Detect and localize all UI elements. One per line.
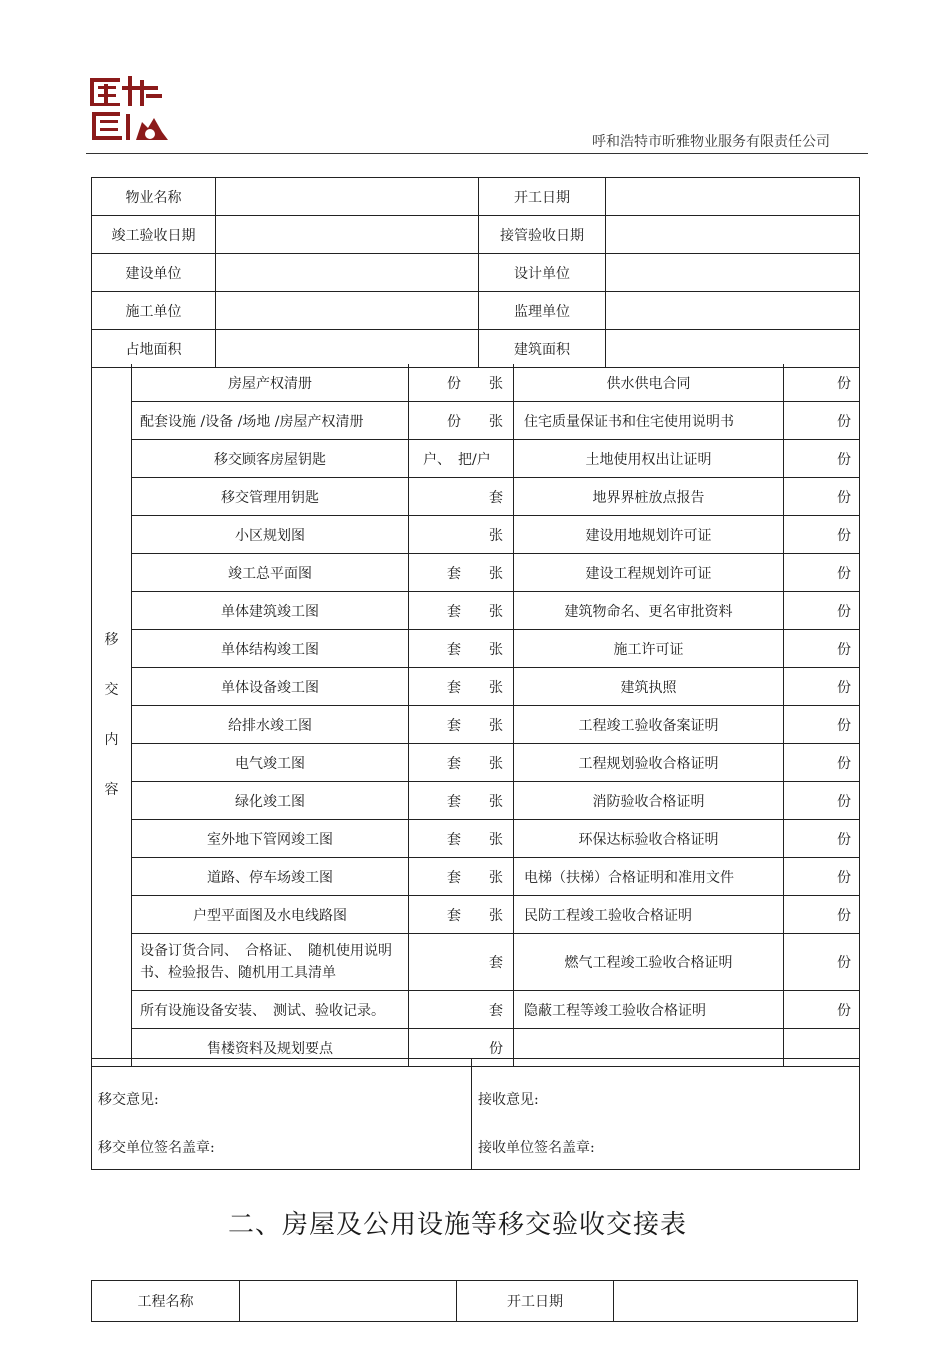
info-label: 占地面积 bbox=[92, 330, 216, 368]
transfer-content-table bbox=[91, 364, 860, 1067]
document-unit[interactable]: 份 bbox=[784, 820, 860, 858]
project-start-field[interactable] bbox=[614, 1281, 858, 1322]
info-label: 竣工验收日期 bbox=[92, 216, 216, 254]
info-row bbox=[92, 178, 860, 216]
project-name-label: 工程名称 bbox=[92, 1281, 240, 1322]
info-label: 物业名称 bbox=[92, 178, 216, 216]
unit-text: 份 bbox=[489, 1040, 503, 1057]
item-unit[interactable] bbox=[409, 820, 514, 858]
item-name: 移交管理用钥匙 bbox=[132, 478, 409, 516]
item-name: 售楼资料及规划要点 bbox=[132, 1029, 409, 1067]
unit-text: 套 bbox=[489, 1002, 503, 1019]
document-name: 土地使用权出让证明 bbox=[514, 440, 784, 478]
info-value-field[interactable] bbox=[606, 292, 860, 330]
document-name: 环保达标验收合格证明 bbox=[514, 820, 784, 858]
document-unit[interactable]: 份 bbox=[784, 630, 860, 668]
unit-text: 套 bbox=[447, 641, 461, 658]
item-unit[interactable] bbox=[409, 858, 514, 896]
document-name: 建筑物命名、更名审批资料 bbox=[514, 592, 784, 630]
transfer-content-side-label bbox=[92, 364, 132, 1067]
item-name: 绿化竣工图 bbox=[132, 782, 409, 820]
unit-text: 套 bbox=[447, 565, 461, 582]
document-unit[interactable]: 份 bbox=[784, 782, 860, 820]
unit-text: 张 bbox=[489, 717, 503, 734]
unit-text: 份 bbox=[447, 375, 461, 392]
transfer-item-row bbox=[92, 706, 860, 744]
property-info-table bbox=[91, 177, 860, 368]
item-unit[interactable] bbox=[409, 744, 514, 782]
item-unit[interactable] bbox=[409, 630, 514, 668]
item-unit[interactable] bbox=[409, 440, 514, 478]
document-unit[interactable]: 份 bbox=[784, 934, 860, 991]
item-name: 单体设备竣工图 bbox=[132, 668, 409, 706]
info-value-field[interactable] bbox=[606, 330, 860, 368]
info-label: 开工日期 bbox=[479, 178, 606, 216]
document-name: 施工许可证 bbox=[514, 630, 784, 668]
item-name: 设备订货合同、 合格证、 随机使用说明书、检验报告、随机用工具清单 bbox=[132, 934, 409, 991]
unit-text: 套 bbox=[447, 717, 461, 734]
info-value-field[interactable] bbox=[216, 216, 479, 254]
document-unit[interactable]: 份 bbox=[784, 440, 860, 478]
document-unit[interactable]: 份 bbox=[784, 896, 860, 934]
transfer-item-row bbox=[92, 744, 860, 782]
unit-text: 户、 把/户 bbox=[423, 451, 491, 468]
unit-text: 张 bbox=[489, 793, 503, 810]
item-unit[interactable] bbox=[409, 478, 514, 516]
info-value-field[interactable] bbox=[606, 178, 860, 216]
document-unit[interactable]: 份 bbox=[784, 364, 860, 402]
unit-text: 套 bbox=[489, 489, 503, 506]
item-unit[interactable] bbox=[409, 402, 514, 440]
document-name: 地界界桩放点报告 bbox=[514, 478, 784, 516]
item-name: 小区规划图 bbox=[132, 516, 409, 554]
info-label: 接管验收日期 bbox=[479, 216, 606, 254]
project-table bbox=[91, 1280, 858, 1322]
receive-opinion-cell[interactable] bbox=[472, 1059, 860, 1170]
info-value-field[interactable] bbox=[216, 178, 479, 216]
document-name: 燃气工程竣工验收合格证明 bbox=[514, 934, 784, 991]
transfer-item-row bbox=[92, 934, 860, 991]
item-name: 电气竣工图 bbox=[132, 744, 409, 782]
transfer-item-row bbox=[92, 820, 860, 858]
unit-text: 张 bbox=[489, 641, 503, 658]
side-char: 交 bbox=[104, 682, 119, 698]
document-name: 建设工程规划许可证 bbox=[514, 554, 784, 592]
item-unit[interactable] bbox=[409, 668, 514, 706]
item-unit[interactable] bbox=[409, 896, 514, 934]
document-name: 隐蔽工程等竣工验收合格证明 bbox=[514, 991, 784, 1029]
unit-text: 套 bbox=[489, 955, 503, 971]
info-value-field[interactable] bbox=[216, 330, 479, 368]
document-name: 电梯（扶梯）合格证明和准用文件 bbox=[514, 858, 784, 896]
item-name: 单体结构竣工图 bbox=[132, 630, 409, 668]
unit-text: 张 bbox=[489, 527, 503, 544]
document-name: 工程竣工验收备案证明 bbox=[514, 706, 784, 744]
info-label: 设计单位 bbox=[479, 254, 606, 292]
side-char: 内 bbox=[104, 732, 119, 748]
document-unit[interactable]: 份 bbox=[784, 991, 860, 1029]
document-name: 消防验收合格证明 bbox=[514, 782, 784, 820]
item-name: 给排水竣工图 bbox=[132, 706, 409, 744]
document-unit[interactable]: 份 bbox=[784, 744, 860, 782]
unit-text: 张 bbox=[489, 603, 503, 620]
transfer-item-row bbox=[92, 668, 860, 706]
info-row bbox=[92, 330, 860, 368]
unit-text: 套 bbox=[447, 755, 461, 772]
document-name: 建设用地规划许可证 bbox=[514, 516, 784, 554]
info-value-field[interactable] bbox=[606, 216, 860, 254]
side-char: 容 bbox=[104, 782, 119, 798]
transfer-item-row bbox=[92, 554, 860, 592]
receive-sign-label: 接收单位签名盖章: bbox=[478, 1140, 595, 1156]
unit-text: 张 bbox=[489, 869, 503, 886]
item-name: 单体建筑竣工图 bbox=[132, 592, 409, 630]
item-name: 移交顾客房屋钥匙 bbox=[132, 440, 409, 478]
unit-text: 套 bbox=[447, 907, 461, 924]
unit-text: 张 bbox=[489, 679, 503, 696]
document-unit[interactable]: 份 bbox=[784, 592, 860, 630]
transfer-opinion-label: 移交意见: bbox=[98, 1092, 159, 1108]
unit-text: 张 bbox=[489, 831, 503, 848]
document-unit[interactable]: 份 bbox=[784, 516, 860, 554]
document-unit[interactable]: 份 bbox=[784, 478, 860, 516]
document-name: 住宅质量保证书和住宅使用说明书 bbox=[514, 402, 784, 440]
item-unit[interactable] bbox=[409, 554, 514, 592]
transfer-item-row bbox=[92, 782, 860, 820]
transfer-sign-label: 移交单位签名盖章: bbox=[98, 1140, 215, 1156]
document-unit[interactable]: 份 bbox=[784, 402, 860, 440]
info-value-field[interactable] bbox=[606, 254, 860, 292]
info-label: 建筑面积 bbox=[479, 330, 606, 368]
transfer-opinion-cell[interactable] bbox=[92, 1059, 472, 1170]
item-unit[interactable] bbox=[409, 991, 514, 1029]
unit-text: 套 bbox=[447, 603, 461, 620]
transfer-item-row bbox=[92, 478, 860, 516]
document-name: 工程规划验收合格证明 bbox=[514, 744, 784, 782]
unit-text: 张 bbox=[489, 755, 503, 772]
opinion-table bbox=[91, 1058, 860, 1170]
unit-text: 套 bbox=[447, 831, 461, 848]
item-name: 竣工总平面图 bbox=[132, 554, 409, 592]
receive-opinion-label: 接收意见: bbox=[478, 1092, 539, 1108]
item-unit[interactable] bbox=[409, 516, 514, 554]
item-name: 配套设施 /设备 /场地 /房屋产权清册 bbox=[132, 402, 409, 440]
transfer-item-row bbox=[92, 516, 860, 554]
unit-text: 份 bbox=[447, 413, 461, 430]
info-label: 建设单位 bbox=[92, 254, 216, 292]
document-unit[interactable]: 份 bbox=[784, 554, 860, 592]
project-start-label: 开工日期 bbox=[457, 1281, 614, 1322]
side-char: 移 bbox=[104, 632, 119, 648]
item-name: 所有设施设备安装、 测试、验收记录。 bbox=[132, 991, 409, 1029]
item-name: 道路、停车场竣工图 bbox=[132, 858, 409, 896]
transfer-item-row bbox=[92, 364, 860, 402]
transfer-item-row bbox=[92, 440, 860, 478]
item-unit[interactable] bbox=[409, 364, 514, 402]
document-unit[interactable]: 份 bbox=[784, 706, 860, 744]
item-unit[interactable] bbox=[409, 782, 514, 820]
transfer-item-row bbox=[92, 991, 860, 1029]
item-name: 户型平面图及水电线路图 bbox=[132, 896, 409, 934]
info-row bbox=[92, 216, 860, 254]
project-name-field[interactable] bbox=[240, 1281, 457, 1322]
transfer-item-row bbox=[92, 402, 860, 440]
info-label: 监理单位 bbox=[479, 292, 606, 330]
section-title: 二、房屋及公用设施等移交验收交接表 bbox=[227, 1210, 687, 1240]
info-label: 施工单位 bbox=[92, 292, 216, 330]
company-name: 呼和浩特市昕雅物业服务有限责任公司 bbox=[592, 134, 830, 150]
item-name: 房屋产权清册 bbox=[132, 364, 409, 402]
transfer-item-row bbox=[92, 858, 860, 896]
transfer-item-row bbox=[92, 896, 860, 934]
unit-text: 套 bbox=[447, 679, 461, 696]
item-name: 室外地下管网竣工图 bbox=[132, 820, 409, 858]
header-divider bbox=[86, 153, 868, 154]
document-unit[interactable]: 份 bbox=[784, 668, 860, 706]
transfer-item-row bbox=[92, 592, 860, 630]
unit-text: 张 bbox=[489, 907, 503, 924]
document-name: 建筑执照 bbox=[514, 668, 784, 706]
item-unit[interactable] bbox=[409, 706, 514, 744]
company-logo bbox=[88, 74, 172, 146]
item-unit[interactable] bbox=[409, 934, 514, 991]
info-value-field[interactable] bbox=[216, 292, 479, 330]
unit-text: 张 bbox=[489, 375, 503, 392]
unit-text: 张 bbox=[489, 413, 503, 430]
info-row bbox=[92, 292, 860, 330]
document-name: 供水供电合同 bbox=[514, 364, 784, 402]
info-value-field[interactable] bbox=[216, 254, 479, 292]
transfer-item-row bbox=[92, 630, 860, 668]
document-unit[interactable]: 份 bbox=[784, 858, 860, 896]
unit-text: 套 bbox=[447, 793, 461, 810]
unit-text: 张 bbox=[489, 565, 503, 582]
item-unit[interactable] bbox=[409, 592, 514, 630]
info-row bbox=[92, 254, 860, 292]
document-name: 民防工程竣工验收合格证明 bbox=[514, 896, 784, 934]
unit-text: 套 bbox=[447, 869, 461, 886]
